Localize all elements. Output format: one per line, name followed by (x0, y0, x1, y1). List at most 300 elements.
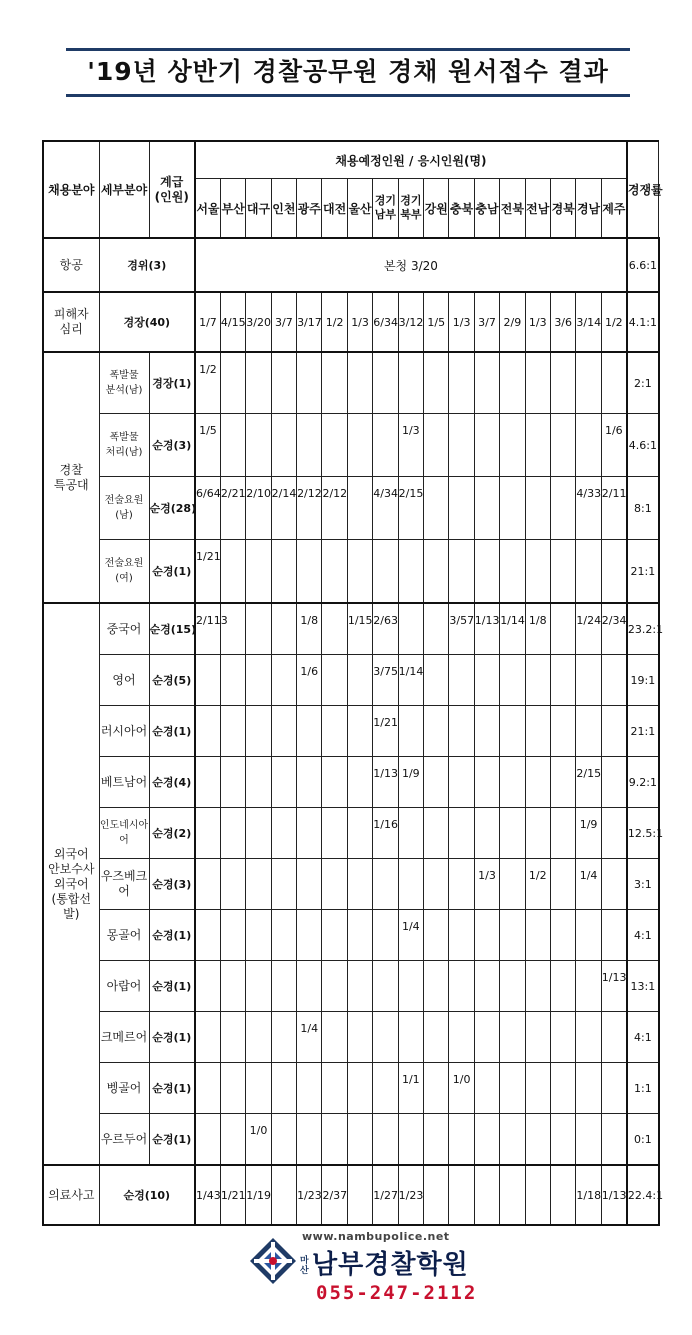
quota-cell (195, 859, 220, 910)
quota-cell (550, 859, 575, 910)
field-cell: 외국어 안보수사 외국어 (통합선발) (43, 603, 99, 1165)
quota-cell (576, 910, 601, 961)
quota-cell (424, 1165, 449, 1225)
quota-cell: 3/12 (398, 292, 423, 352)
quota-cell: 1/2 (525, 859, 550, 910)
rank-cell: 순경(5) (149, 655, 195, 706)
quota-cell (220, 706, 245, 757)
quota-cell (271, 1165, 296, 1225)
quota-cell: 2/12 (322, 477, 347, 540)
quota-cell (424, 757, 449, 808)
quota-cell (271, 1063, 296, 1114)
quota-cell (601, 706, 627, 757)
quota-cell: 3/20 (246, 292, 271, 352)
phone-number: 055-247-2112 (316, 1282, 478, 1304)
quota-cell (449, 540, 474, 604)
quota-cell: 6/34 (373, 292, 398, 352)
subfield-cell: 아랍어 (99, 961, 149, 1012)
quota-cell: 1/13 (601, 961, 627, 1012)
quota-cell (347, 808, 372, 859)
quota-cell (500, 477, 525, 540)
table-row (43, 655, 659, 706)
table-row (43, 706, 659, 757)
table-row (43, 603, 659, 655)
competition-rate-cell: 8:1 (627, 477, 659, 540)
table-row (43, 477, 659, 540)
quota-cell (220, 757, 245, 808)
region-header: 경남 (576, 179, 601, 239)
quota-cell: 2/37 (322, 1165, 347, 1225)
table-row (43, 414, 659, 477)
field-header: 채용분야 (43, 141, 99, 238)
quota-cell (500, 859, 525, 910)
quota-cell (550, 1012, 575, 1063)
competition-rate-cell: 4:1 (627, 910, 659, 961)
subfield-cell: 베트남어 (99, 757, 149, 808)
quota-cell (550, 1063, 575, 1114)
competition-rate-cell: 0:1 (627, 1114, 659, 1166)
quota-cell: 3/6 (550, 292, 575, 352)
quota-cell (347, 540, 372, 604)
quota-cell (424, 414, 449, 477)
quota-cell: 1/18 (576, 1165, 601, 1225)
quota-cell (398, 706, 423, 757)
quota-cell: 1/3 (449, 292, 474, 352)
subfield-cell: 폭발물 처리(남) (99, 414, 149, 477)
academy-logo (248, 1228, 488, 1308)
quota-cell (246, 910, 271, 961)
quota-cell: 2/21 (220, 477, 245, 540)
quota-cell: 3/7 (271, 292, 296, 352)
quota-cell (271, 706, 296, 757)
quota-cell (271, 603, 296, 655)
quota-cell (449, 910, 474, 961)
subfield-cell: 전술요원 (남) (99, 477, 149, 540)
quota-cell (525, 352, 550, 414)
quota-cell (500, 414, 525, 477)
quota-cell (297, 540, 322, 604)
quota-cell (474, 414, 499, 477)
quota-cell (576, 706, 601, 757)
quota-cell (347, 1114, 372, 1166)
quota-cell: 1/4 (576, 859, 601, 910)
quota-cell (398, 961, 423, 1012)
quota-cell (297, 1063, 322, 1114)
quota-cell: 4/15 (220, 292, 245, 352)
quota-cell (347, 414, 372, 477)
field-cell: 피해자 심리 (43, 292, 99, 352)
quota-cell (601, 808, 627, 859)
rank-cell: 순경(15) (149, 603, 195, 655)
quota-cell: 1/7 (195, 292, 220, 352)
quota-cell (373, 540, 398, 604)
quota-cell (347, 655, 372, 706)
subfield-header: 세부분야 (99, 141, 149, 238)
subfield-cell: 러시아어 (99, 706, 149, 757)
region-header: 부산 (220, 179, 245, 239)
quota-cell (398, 603, 423, 655)
competition-rate-cell: 21:1 (627, 706, 659, 757)
quota-cell: 2/10 (246, 477, 271, 540)
subfield-cell: 우즈베크어 (99, 859, 149, 910)
quota-cell (424, 655, 449, 706)
branch-label: 마산 (300, 1256, 309, 1276)
quota-cell (398, 540, 423, 604)
rank-cell: 순경(10) (99, 1165, 195, 1225)
quota-cell (500, 1012, 525, 1063)
quota-cell: 6/64 (195, 477, 220, 540)
subfield-cell: 폭발물 분석(남) (99, 352, 149, 414)
quota-cell (220, 808, 245, 859)
region-header: 충남 (474, 179, 499, 239)
table-row (43, 1165, 659, 1225)
quota-cell (220, 414, 245, 477)
title-top-rule (66, 48, 630, 51)
quota-cell (525, 961, 550, 1012)
quota-cell (246, 540, 271, 604)
competition-rate-cell: 3:1 (627, 859, 659, 910)
quota-cell (347, 1012, 372, 1063)
quota-cell (322, 540, 347, 604)
quota-cell (576, 352, 601, 414)
quota-cell (550, 603, 575, 655)
quota-cell (322, 706, 347, 757)
quota-cell (271, 1114, 296, 1166)
region-header: 대전 (322, 179, 347, 239)
table-row (43, 961, 659, 1012)
quota-cell (220, 603, 245, 655)
subfield-cell: 우르두어 (99, 1114, 149, 1166)
quota-cell (246, 808, 271, 859)
quota-cell (525, 655, 550, 706)
subfield-cell: 인도네시아어 (99, 808, 149, 859)
competition-rate-cell: 23.2:1 (627, 603, 659, 655)
quota-cell: 1/15 (347, 603, 372, 655)
quota-cell (525, 414, 550, 477)
quota-cell (322, 808, 347, 859)
quota-cell: 3/14 (576, 292, 601, 352)
quota-cell: 1/13 (474, 603, 499, 655)
quota-cell (525, 706, 550, 757)
quota-cell (322, 603, 347, 655)
competition-rate-cell: 22.4:1 (627, 1165, 659, 1225)
region-header: 인천 (271, 179, 296, 239)
quota-cell: 1/3 (347, 292, 372, 352)
quota-cell (220, 655, 245, 706)
region-header: 서울 (195, 179, 220, 239)
competition-rate-cell: 1:1 (627, 1063, 659, 1114)
quota-cell (525, 1012, 550, 1063)
quota-cell (424, 352, 449, 414)
quota-cell (424, 910, 449, 961)
competition-rate-cell: 4.1:1 (627, 292, 659, 352)
competition-rate-cell: 4:1 (627, 1012, 659, 1063)
quota-cell (195, 655, 220, 706)
subfield-cell: 몽골어 (99, 910, 149, 961)
quota-cell (474, 808, 499, 859)
quota-cell (449, 1012, 474, 1063)
quota-cell (449, 808, 474, 859)
quota-cell (525, 540, 550, 604)
quota-cell: 1/9 (576, 808, 601, 859)
quota-cell (271, 655, 296, 706)
rank-cell: 경위(3) (99, 238, 195, 292)
quota-cell: 1/16 (373, 808, 398, 859)
quota-cell (246, 1063, 271, 1114)
quota-cell (424, 477, 449, 540)
quota-cell (449, 961, 474, 1012)
quota-cell (271, 540, 296, 604)
region-header: 강원 (424, 179, 449, 239)
table-row (43, 540, 659, 604)
quota-cell (525, 1114, 550, 1166)
quota-cell (474, 352, 499, 414)
quota-cell: 3/7 (474, 292, 499, 352)
quota-cell (424, 1114, 449, 1166)
quota-cell: 1/3 (525, 292, 550, 352)
table-row (43, 910, 659, 961)
quota-cell (424, 603, 449, 655)
table-row (43, 808, 659, 859)
quota-cell: 1/14 (398, 655, 423, 706)
quota-cell (398, 352, 423, 414)
quota-cell (220, 961, 245, 1012)
quota-cell (195, 1063, 220, 1114)
rank-cell: 경장(40) (99, 292, 195, 352)
quota-cell (424, 808, 449, 859)
quota-cell: 1/43 (195, 1165, 220, 1225)
title-bottom-rule (66, 94, 630, 97)
subfield-cell: 영어 (99, 655, 149, 706)
competition-rate-cell: 6.6:1 (627, 238, 659, 292)
quota-cell: 1/2 (601, 292, 627, 352)
quota-cell: 2/11 (601, 477, 627, 540)
quota-cell (449, 757, 474, 808)
quota-cell: 1/6 (601, 414, 627, 477)
rank-cell: 순경(4) (149, 757, 195, 808)
quota-cell (220, 859, 245, 910)
table-row (43, 292, 659, 352)
quota-cell (474, 1012, 499, 1063)
quota-cell (220, 540, 245, 604)
quota-cell (195, 757, 220, 808)
quota-cell (322, 414, 347, 477)
quota-cell (500, 1114, 525, 1166)
header-row-1 (43, 141, 659, 179)
quota-cell (195, 706, 220, 757)
subfield-cell: 전술요원 (여) (99, 540, 149, 604)
quota-cell (550, 1165, 575, 1225)
subfield-cell: 중국어 (99, 603, 149, 655)
quota-cell (424, 859, 449, 910)
quota-cell (297, 1114, 322, 1166)
quota-cell (398, 859, 423, 910)
quota-cell (195, 808, 220, 859)
quota-cell (449, 1165, 474, 1225)
rank-cell: 순경(3) (149, 414, 195, 477)
field-cell: 항공 (43, 238, 99, 292)
quota-cell (373, 910, 398, 961)
quota-cell (347, 961, 372, 1012)
quota-cell (576, 1063, 601, 1114)
quota-cell (322, 352, 347, 414)
quota-cell: 1/21 (195, 540, 220, 604)
quota-cell: 2/63 (373, 603, 398, 655)
quota-cell: 1/2 (322, 292, 347, 352)
quota-cell: 2/34 (601, 603, 627, 655)
quota-cell (246, 859, 271, 910)
quota-cell (347, 1063, 372, 1114)
quota-cell (500, 540, 525, 604)
quota-cell (550, 655, 575, 706)
quota-cell (500, 910, 525, 961)
quota-cell (449, 477, 474, 540)
quota-cell (550, 1114, 575, 1166)
quota-cell (576, 961, 601, 1012)
competition-rate-cell: 4.6:1 (627, 414, 659, 477)
subfield-cell: 벵골어 (99, 1063, 149, 1114)
quota-cell (373, 859, 398, 910)
page-title: '19년 상반기 경찰공무원 경채 원서접수 결과 (87, 57, 609, 86)
quota-cell: 1/5 (195, 414, 220, 477)
quota-cell: 1/5 (424, 292, 449, 352)
competition-rate-cell: 2:1 (627, 352, 659, 414)
quota-cell (474, 961, 499, 1012)
quota-cell: 1/0 (449, 1063, 474, 1114)
quota-cell (271, 757, 296, 808)
region-header: 충북 (449, 179, 474, 239)
quota-cell (347, 859, 372, 910)
quota-cell: 1/6 (297, 655, 322, 706)
quota-cell: 2/15 (576, 757, 601, 808)
quota-cell: 1/1 (398, 1063, 423, 1114)
quota-cell (220, 1063, 245, 1114)
quota-cell (195, 1114, 220, 1166)
quota-cell (424, 1012, 449, 1063)
quota-cell (525, 808, 550, 859)
quota-cell (449, 706, 474, 757)
quota-cell (474, 1165, 499, 1225)
quota-cell (601, 757, 627, 808)
quota-cell: 1/24 (576, 603, 601, 655)
region-header: 제주 (601, 179, 627, 239)
quota-cell (474, 1063, 499, 1114)
quota-cell (347, 1165, 372, 1225)
quota-cell (474, 706, 499, 757)
quota-cell (398, 1114, 423, 1166)
quota-cell (550, 352, 575, 414)
quota-cell (550, 961, 575, 1012)
competition-rate-cell: 12.5:1 (627, 808, 659, 859)
quota-cell (373, 414, 398, 477)
quota-cell (424, 540, 449, 604)
region-header: 울산 (347, 179, 372, 239)
field-cell: 경찰 특공대 (43, 352, 99, 603)
quota-cell (246, 414, 271, 477)
table-row (43, 1012, 659, 1063)
quota-cell: 3/57 (449, 603, 474, 655)
quota-cell (424, 1063, 449, 1114)
quota-cell (550, 808, 575, 859)
quota-cell (449, 414, 474, 477)
quota-cell (576, 1012, 601, 1063)
rank-cell: 경장(1) (149, 352, 195, 414)
quota-cell (424, 961, 449, 1012)
table-row (43, 757, 659, 808)
results-table (42, 140, 664, 1226)
quota-cell: 2/113 (195, 603, 220, 655)
region-header: 대구 (246, 179, 271, 239)
quota-cell: 1/23 (398, 1165, 423, 1225)
police-badge-icon (248, 1236, 298, 1286)
rank-cell: 순경(1) (149, 961, 195, 1012)
quota-cell: 2/12 (297, 477, 322, 540)
quota-cell (246, 757, 271, 808)
website-url: www.nambupolice.net (302, 1230, 450, 1243)
quota-cell: 4/33 (576, 477, 601, 540)
quota-cell (297, 706, 322, 757)
quota-cell (297, 910, 322, 961)
quota-cell (576, 540, 601, 604)
quota-cell (601, 1063, 627, 1114)
quota-cell (525, 1165, 550, 1225)
quota-cell (195, 910, 220, 961)
quota-cell (601, 540, 627, 604)
quota-cell (601, 1012, 627, 1063)
quota-cell (525, 910, 550, 961)
quota-cell (550, 706, 575, 757)
quota-cell: 1/14 (500, 603, 525, 655)
quota-cell (550, 540, 575, 604)
quota-cell (195, 1012, 220, 1063)
quota-cell (424, 706, 449, 757)
quota-cell (398, 1012, 423, 1063)
quota-cell: 1/13 (601, 1165, 627, 1225)
rank-cell: 순경(28) (149, 477, 195, 540)
region-header: 경북 (550, 179, 575, 239)
quota-cell (322, 655, 347, 706)
region-header: 경기 남부 (373, 179, 398, 239)
quota-cell (601, 352, 627, 414)
quota-cell (271, 808, 296, 859)
quota-cell (373, 352, 398, 414)
quota-cell (297, 414, 322, 477)
quota-cell: 1/4 (398, 910, 423, 961)
quota-cell (398, 808, 423, 859)
quota-cell: 1/13 (373, 757, 398, 808)
rank-cell: 순경(1) (149, 910, 195, 961)
quota-cell (601, 1114, 627, 1166)
quota-cell (271, 1012, 296, 1063)
quota-cell: 2/14 (271, 477, 296, 540)
quota-cell (525, 1063, 550, 1114)
quota-cell: 1/9 (398, 757, 423, 808)
quota-cell (246, 706, 271, 757)
quota-cell (474, 1114, 499, 1166)
quota-cell (550, 414, 575, 477)
quota-cell (322, 910, 347, 961)
quota-cell (297, 808, 322, 859)
quota-cell (525, 757, 550, 808)
quota-cell (246, 961, 271, 1012)
quota-cell (322, 1012, 347, 1063)
competition-rate-cell: 13:1 (627, 961, 659, 1012)
quota-cell: 1/8 (297, 603, 322, 655)
quota-cell: 1/2 (195, 352, 220, 414)
quota-cell (500, 655, 525, 706)
table-row (43, 1114, 659, 1166)
rank-cell: 순경(1) (149, 706, 195, 757)
